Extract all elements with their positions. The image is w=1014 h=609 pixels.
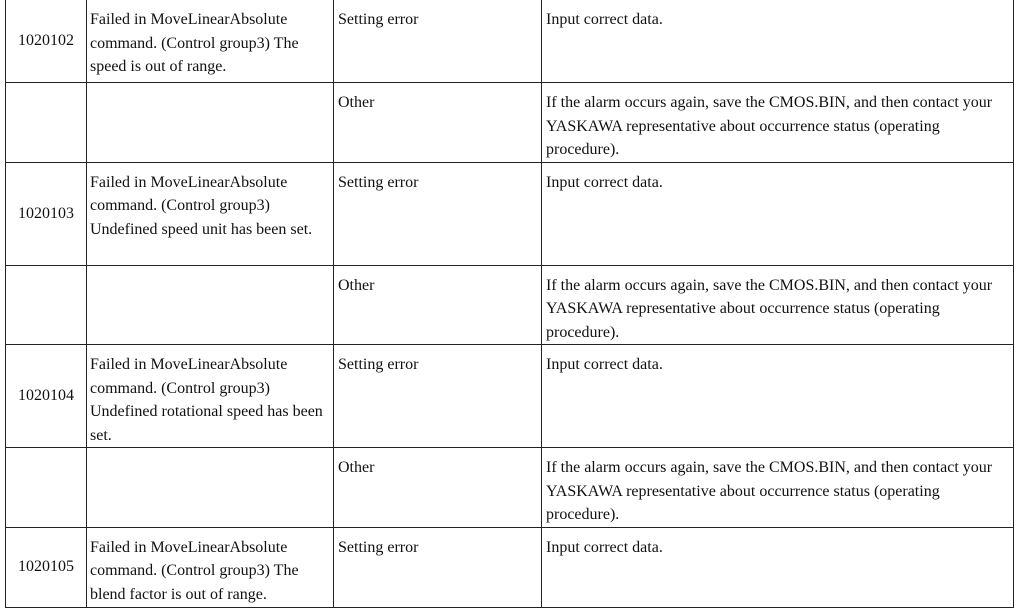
table-row (6, 162, 1014, 265)
alarm-remedy: If the alarm occurs again, save the CMOS.BIN, and then contact your YASKAWA representative about occurrence status (operating procedure). (542, 265, 1014, 345)
alarm-description: Failed in MoveLinearAbsolute command. (Control group3) The blend factor is out of range. (87, 527, 334, 607)
alarm-table (5, 0, 1014, 608)
alarm-cause: Setting error (334, 527, 542, 607)
table-row (6, 83, 1014, 163)
alarm-remedy: Input correct data. (542, 0, 1014, 83)
empty-cell (87, 265, 334, 345)
alarm-code: 1020102 (6, 0, 87, 83)
alarm-cause: Other (334, 265, 542, 345)
alarm-description: Failed in MoveLinearAbsolute command. (Control group3) Undefined rotational speed has been set. (87, 345, 334, 448)
alarm-cause: Setting error (334, 345, 542, 448)
empty-cell (6, 265, 87, 345)
empty-cell (87, 83, 334, 163)
alarm-remedy: Input correct data. (542, 527, 1014, 607)
alarm-cause: Setting error (334, 162, 542, 265)
table-row (6, 527, 1014, 607)
alarm-code: 1020104 (6, 345, 87, 448)
alarm-cause: Other (334, 83, 542, 163)
empty-cell (6, 448, 87, 528)
alarm-description: Failed in MoveLinearAbsolute command. (Control group3) The speed is out of range. (87, 0, 334, 83)
table-row (6, 0, 1014, 83)
table-row (6, 345, 1014, 448)
alarm-code: 1020103 (6, 162, 87, 265)
alarm-remedy: If the alarm occurs again, save the CMOS.BIN, and then contact your YASKAWA representative about occurrence status (operating procedure). (542, 448, 1014, 528)
alarm-remedy: Input correct data. (542, 162, 1014, 265)
alarm-remedy: If the alarm occurs again, save the CMOS.BIN, and then contact your YASKAWA representative about occurrence status (operating procedure). (542, 83, 1014, 163)
table-row (6, 265, 1014, 345)
alarm-description: Failed in MoveLinearAbsolute command. (Control group3) Undefined speed unit has been set. (87, 162, 334, 265)
table-row (6, 448, 1014, 528)
empty-cell (87, 448, 334, 528)
alarm-cause: Other (334, 448, 542, 528)
empty-cell (6, 83, 87, 163)
alarm-remedy: Input correct data. (542, 345, 1014, 448)
alarm-code: 1020105 (6, 527, 87, 607)
alarm-cause: Setting error (334, 0, 542, 83)
